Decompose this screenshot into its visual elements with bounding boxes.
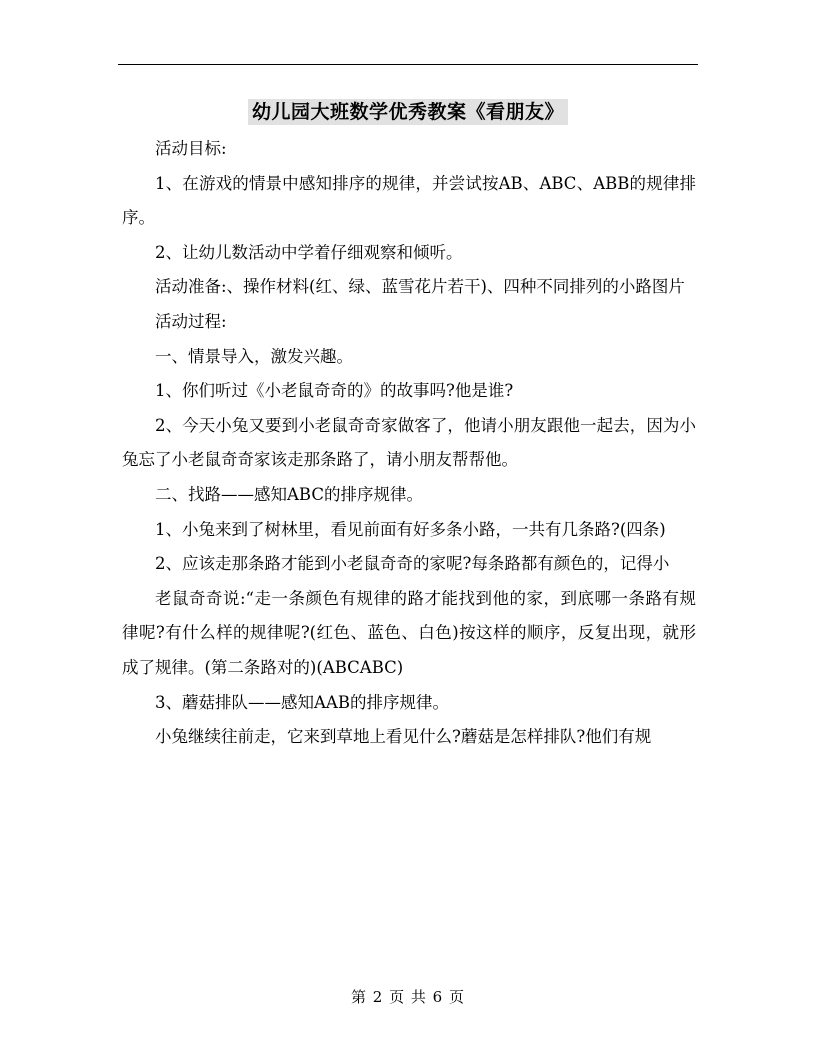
paragraph: 活动过程: bbox=[155, 311, 227, 331]
page-footer: 第 2 页 共 6 页 bbox=[351, 988, 465, 1006]
document-title-wrap bbox=[0, 97, 816, 124]
paragraph: 活动目标: bbox=[155, 139, 227, 158]
paragraph: 二、找路——感知ABC的排序规律。 bbox=[155, 484, 423, 504]
paragraph: 小兔继续往前走，它来到草地上看见什么?蘑菇是怎样排队?他们有规 bbox=[155, 727, 652, 747]
document-body bbox=[122, 132, 696, 755]
paragraph: 3、蘑菇排队——感知AAB的排序规律。 bbox=[155, 692, 449, 712]
paragraph: 活动准备:、操作材料(红、绿、蓝雪花片若干)、四种不同排列的小路图片 bbox=[155, 277, 685, 297]
paragraph: 2、让幼儿数活动中学着仔细观察和倾听。 bbox=[155, 242, 463, 262]
paragraph: 一、情景导入，激发兴趣。 bbox=[155, 346, 353, 366]
paragraph: 1、小兔来到了树林里，看见前面有好多条小路，一共有几条路?(四条) bbox=[155, 519, 666, 539]
document-title: 幼儿园大班数学优秀教案《看朋友》 bbox=[248, 99, 568, 125]
paragraph: 2、今天小兔又要到小老鼠奇奇家做客了，他请小朋友跟他一起去，因为小兔忘了小老鼠奇奇家该走那条路了，请小朋友帮帮他。 bbox=[122, 415, 696, 470]
header-rule bbox=[118, 64, 698, 65]
paragraph: 老鼠奇奇说:“走一条颜色有规律的路才能找到他的家，到底哪一条路有规律呢?有什么样的规律呢?(红色、蓝色、白色)按这样的顺序，反复出现，就形成了规律。(第二条路对的)(ABCABC) bbox=[122, 588, 696, 677]
paragraph: 2、应该走那条路才能到小老鼠奇奇的家呢?每条路都有颜色的，记得小 bbox=[155, 554, 670, 574]
paragraph: 1、你们听过《小老鼠奇奇的》的故事吗?他是谁? bbox=[155, 381, 514, 401]
paragraph: 1、在游戏的情景中感知排序的规律，并尝试按AB、ABC、ABB的规律排序。 bbox=[122, 173, 696, 228]
